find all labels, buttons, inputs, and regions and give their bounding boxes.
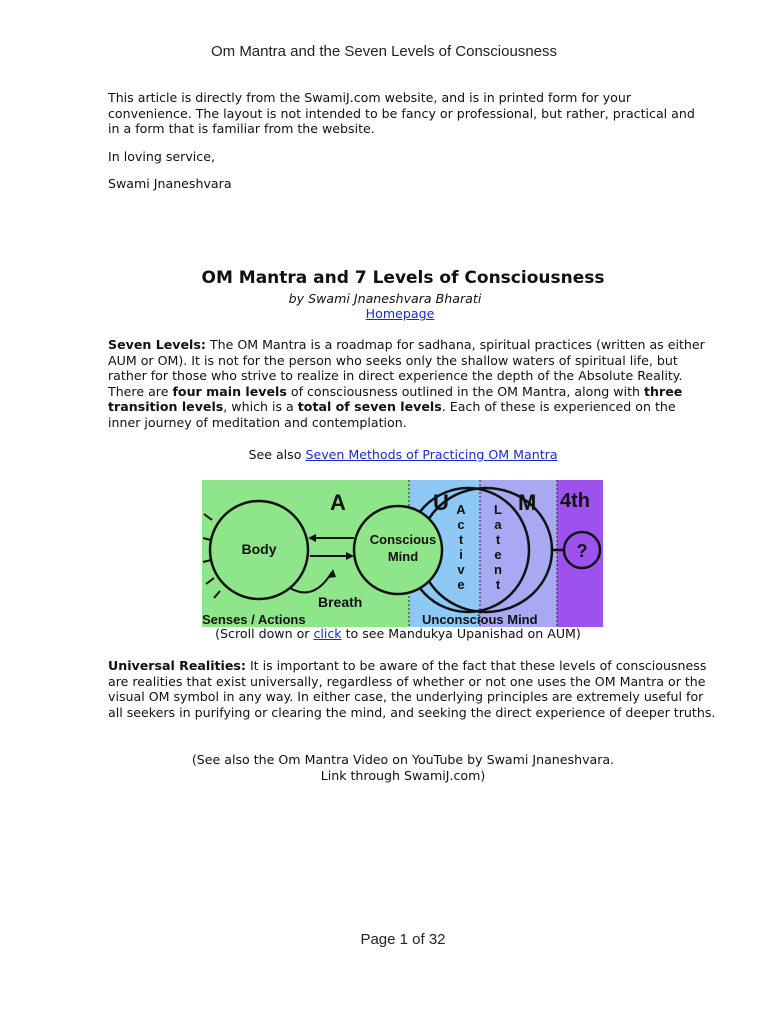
caption-suffix: to see Mandukya Upanishad on AUM) — [341, 626, 581, 641]
article-title: OM Mantra and 7 Levels of Consciousness — [201, 268, 605, 288]
intro-section — [108, 90, 708, 204]
seven-levels-text-3: , which is a — [223, 399, 298, 414]
active-letter: i — [459, 547, 463, 562]
label-u: U — [433, 490, 449, 515]
intro-signature: Swami Jnaneshvara — [108, 176, 232, 191]
click-link[interactable]: click — [313, 626, 342, 641]
seven-levels-text-2: of consciousness outlined in the OM Mantra, along with — [286, 383, 645, 399]
senses-actions-label: Senses / Actions — [202, 612, 306, 627]
running-header: Om Mantra and the Seven Levels of Consciousness — [210, 43, 558, 60]
three-transition-levels-bold: three transition levels — [108, 383, 683, 414]
diagram-caption — [0, 626, 768, 642]
label-a: A — [330, 490, 346, 515]
question-label: ? — [576, 541, 588, 561]
latent-letter: e — [494, 547, 502, 562]
intro-paragraph: This article is directly from the SwamiJ.com website, and is in printed form for your convenience. The layout is not intended to be fancy or professional, but rather, practical and in a form that is familiar from the website. — [108, 90, 695, 136]
active-letter: t — [458, 532, 464, 547]
video-note-line-2: Link through SwamiJ.com) — [320, 767, 486, 783]
active-letter: c — [457, 517, 465, 532]
intro-closing: In loving service, — [108, 148, 215, 164]
active-letter: v — [457, 562, 465, 577]
seven-methods-link[interactable]: Seven Methods of Practicing OM Mantra — [305, 447, 558, 462]
active-letter: e — [457, 577, 465, 592]
homepage-line — [0, 306, 768, 321]
latent-letter: n — [494, 562, 502, 577]
latent-letter: t — [495, 532, 501, 547]
see-also-line — [0, 447, 768, 462]
label-4th: 4th — [560, 490, 590, 512]
mind-label: Mind — [387, 549, 419, 564]
latent-letter: t — [495, 577, 501, 592]
caption-prefix: (Scroll down or — [215, 626, 314, 641]
page-number: Page 1 of 32 — [360, 931, 446, 948]
universal-realities-paragraph — [108, 658, 718, 720]
video-note-line-1: (See also the Om Mantra Video on YouTube by Swami Jnaneshvara. — [191, 752, 615, 767]
unconscious-mind-label: Unconscious Mind — [422, 612, 538, 627]
latent-letter: L — [494, 502, 502, 517]
universal-realities-text: It is important to be aware of the fact that these levels of consciousness are realities that exist universally, regardless of whether or not one uses the OM Mantra or the visual OM symbol in any way. In either case, the underlying principles are extremely useful for all seekers in purifying or clearing the mind, and seeking the direct experience of deeper truths. — [108, 658, 716, 720]
seven-levels-paragraph — [108, 337, 708, 430]
latent-letter: a — [494, 517, 502, 532]
universal-realities-heading: Universal Realities: — [108, 658, 246, 673]
homepage-link[interactable]: Homepage — [365, 306, 435, 321]
see-also-prefix: See also — [248, 447, 306, 462]
label-m: M — [518, 490, 537, 515]
seven-levels-heading: Seven Levels: — [108, 337, 206, 352]
four-main-levels-bold: four main levels — [172, 383, 287, 399]
body-label: Body — [241, 541, 277, 557]
seven-levels-text-4: . Each of these is experienced on the inner journey of meditation and contemplation. — [108, 399, 676, 430]
om-levels-diagram — [202, 480, 603, 627]
seven-levels-text-1: The OM Mantra is a roadmap for sadhana, spiritual practices (written as either AUM or OM). It is not for the person who seeks only the shallow waters of spiritual life, but rather for those who strive to realize in direct experience the depth of the Absolute Reality. There are — [108, 337, 705, 399]
breath-label: Breath — [318, 594, 363, 610]
total-seven-levels-bold: total of seven levels — [297, 399, 442, 414]
video-note — [0, 752, 768, 783]
active-letter: A — [456, 502, 466, 517]
conscious-label: Conscious — [369, 532, 437, 547]
article-byline: by Swami Jnaneshvara Bharati — [288, 291, 482, 306]
